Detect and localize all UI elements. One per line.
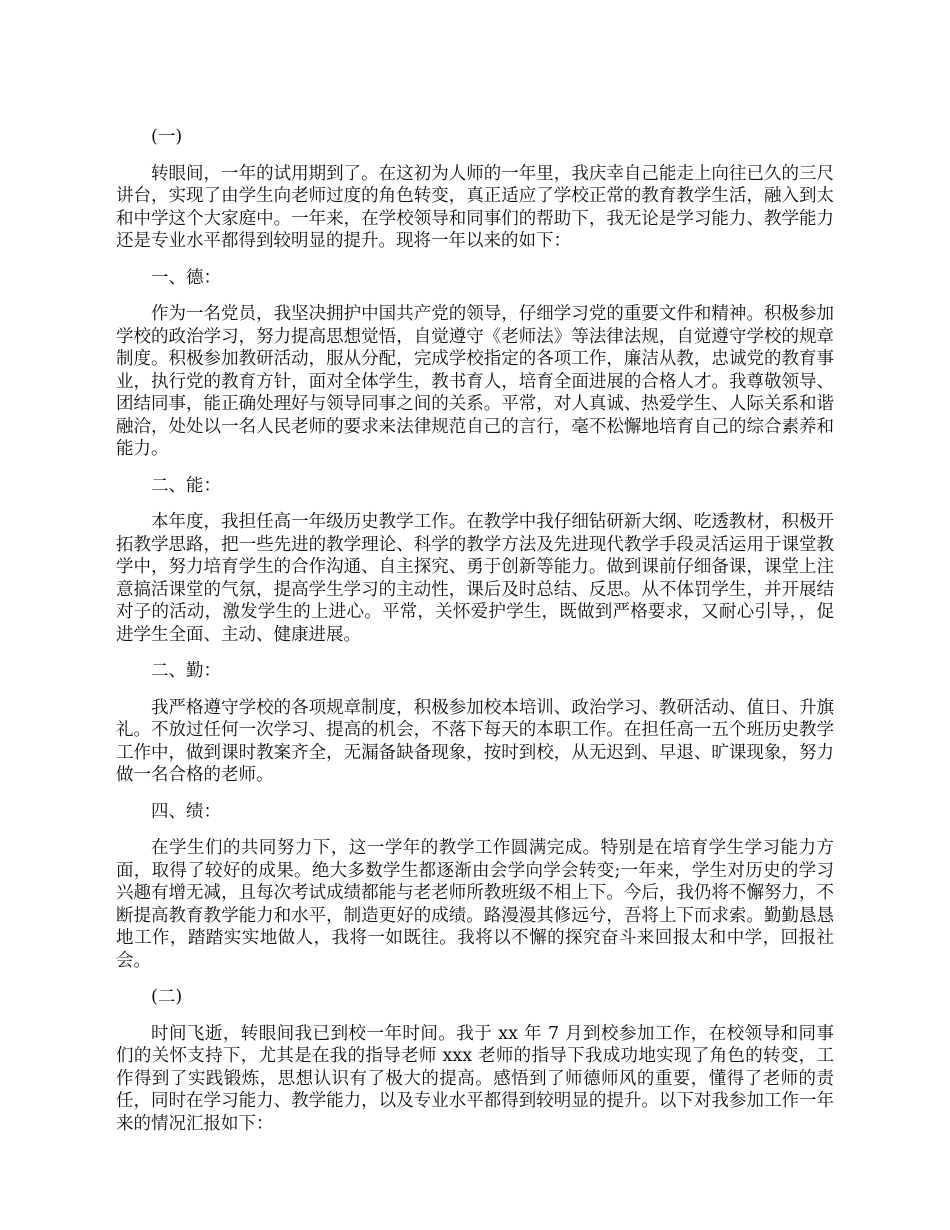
section-heading-part-two: (二) bbox=[151, 987, 183, 1007]
section-heading-ability: 二、能： bbox=[151, 475, 221, 496]
section-heading-part-one: (一) bbox=[151, 127, 183, 147]
paragraph-intro: 转眼间，一年的试用期到了。在这初为人师的一年里，我庆幸自己能走上向往已久的三尺讲台，实现了由学生向老师过度的角色转变，真正适应了学校正常的教育教学生活，融入到太和中学这个大家庭中。一年来，在学校领导和同事们的帮助下，我无论是学习能力、教学能力还是专业水平都得到较明显的提升。现将一年以来的如下： bbox=[116, 163, 834, 251]
paragraph-ability: 本年度，我担任高一年级历史教学工作。在教学中我仔细钻研新大纲、吃透教材，积极开拓教学思路，把一些先进的教学理论、科学的教学方法及先进现代教学手段灵活运用于课堂教学中，努力培育学生的合作沟通、自主探究、勇于创新等能力。做到课前仔细备课，课堂上注意搞活课堂的气氛，提高学生学习的主动性，课后及时总结、反思。从不体罚学生，并开展结对子的活动，激发学生的上进心。平常，关怀爱护学生，既做到严格要求，又耐心引导，，促进学生全面、主动、健康进展。 bbox=[116, 512, 834, 645]
paragraph-part-two-intro: 时间飞逝，转眼间我已到校一年时间。我于 xx 年 7 月到校参加工作，在校领导和同事们的关怀支持下，尤其是在我的指导老师 xxx 老师的指导下我成功地实现了角色的转变，工作得到了实践锻炼，思想认识有了极大的提高。感悟到了师德师风的重要，懂得了老师的责任，同时在学习能力、教学能力，以及专业水平都得到较明显的提升。以下对我参加工作一年来的情况汇报如下： bbox=[116, 1023, 834, 1134]
document-page bbox=[116, 126, 834, 1149]
paragraph-achievement: 在学生们的共同努力下，这一学年的教学工作圆满完成。特别是在培育学生学习能力方面，取得了较好的成果。绝大多数学生都逐渐由会学向学会转变;一年来，学生对历史的学习兴趣有增无减，且每次考试成绩都能与老老师所教班级不相上下。今后，我仍将不懈努力，不断提高教育教学能力和水平，制造更好的成绩。路漫漫其修远兮，吾将上下而求索。勤勤恳恳地工作，踏踏实实地做人，我将一如既往。我将以不懈的探究奋斗来回报太和中学，回报社会。 bbox=[116, 838, 834, 971]
section-heading-diligence: 二、勤： bbox=[151, 661, 221, 681]
section-heading-achievement: 四、绩： bbox=[151, 801, 221, 822]
section-heading-morality: 一、德： bbox=[151, 267, 221, 288]
paragraph-diligence: 我严格遵守学校的各项规章制度，积极参加校本培训、政治学习、教研活动、值日、升旗礼。不放过任何一次学习、提高的机会，不落下每天的本职工作。在担任高一五个班历史教学工作中，做到课时教案齐全，无漏备缺备现象，按时到校，从无迟到、早退、旷课现象，努力做一名合格的老师。 bbox=[116, 697, 834, 785]
paragraph-morality: 作为一名党员，我坚决拥护中国共产党的领导，仔细学习党的重要文件和精神。积极参加学校的政治学习，努力提高思想觉悟，自觉遵守《老师法》等法律法规，自觉遵守学校的规章制度。积极参加教研活动，服从分配，完成学校指定的各项工作，廉洁从教，忠诚党的教育事业，执行党的教育方针，面对全体学生，教书育人，培育全面进展的合格人才。我尊敬领导、团结同事，能正确处理好与领导同事之间的关系。平常，对人真诚、热爱学生、人际关系和谐融洽，处处以一名人民老师的要求来法律规范自己的言行，毫不松懈地培育自己的综合素养和能力。 bbox=[116, 304, 834, 459]
